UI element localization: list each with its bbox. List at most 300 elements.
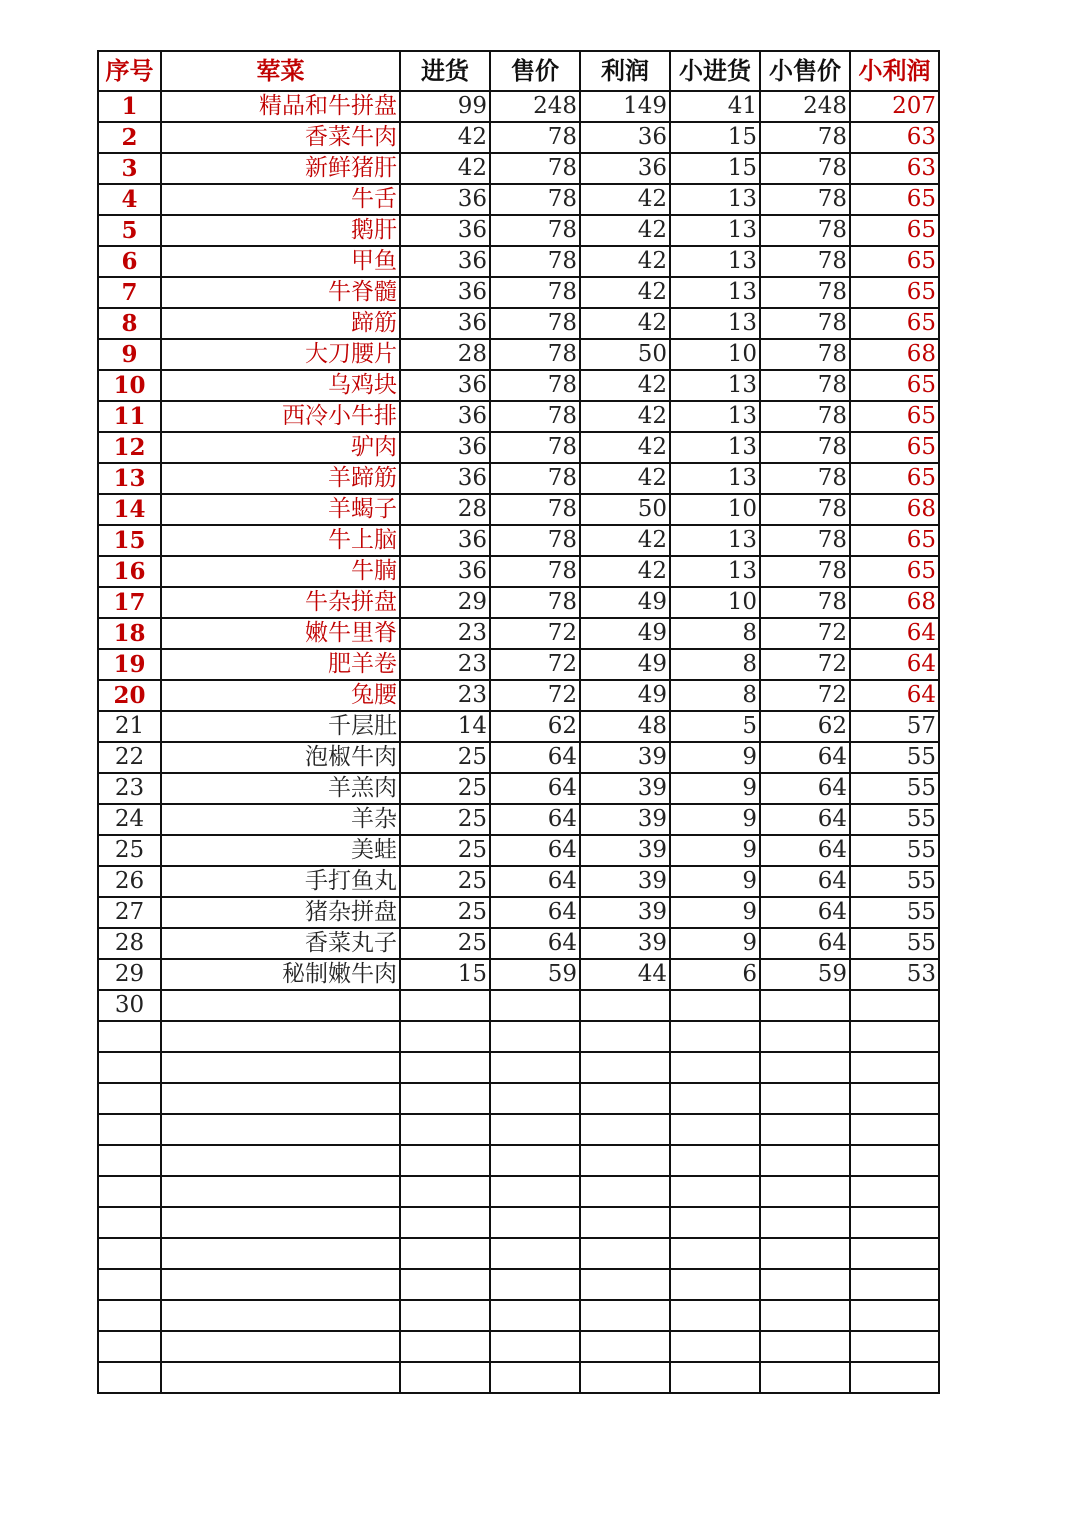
cell-small-profit: 68 [850, 587, 939, 618]
cell-serial-no: 2 [98, 122, 161, 153]
cell-small-profit: 65 [850, 525, 939, 556]
cell-serial-no: 16 [98, 556, 161, 587]
cell-dish-name: 牛舌 [161, 184, 400, 215]
cell-profit [580, 1021, 670, 1052]
cell-small-profit: 55 [850, 897, 939, 928]
cell-serial-no [98, 1145, 161, 1176]
cell-dish-name: 牛上脑 [161, 525, 400, 556]
table-row [98, 1021, 939, 1052]
cell-small-purchase [670, 1269, 760, 1300]
cell-price: 72 [490, 680, 580, 711]
cell-serial-no: 21 [98, 711, 161, 742]
cell-small-price: 78 [760, 494, 850, 525]
cell-small-price [760, 1052, 850, 1083]
cell-price [490, 1052, 580, 1083]
cell-profit: 42 [580, 463, 670, 494]
cell-serial-no: 8 [98, 308, 161, 339]
cell-serial-no: 18 [98, 618, 161, 649]
cell-small-price: 78 [760, 432, 850, 463]
cell-profit [580, 1145, 670, 1176]
cell-purchase: 25 [400, 928, 490, 959]
cell-profit: 42 [580, 432, 670, 463]
cell-dish-name: 西冷小牛排 [161, 401, 400, 432]
cell-price: 59 [490, 959, 580, 990]
cell-small-price: 62 [760, 711, 850, 742]
table-row [98, 897, 939, 928]
cell-profit: 149 [580, 91, 670, 122]
cell-dish-name [161, 1362, 400, 1393]
table-row [98, 1176, 939, 1207]
cell-small-price: 78 [760, 308, 850, 339]
cell-small-purchase: 10 [670, 339, 760, 370]
cell-price [490, 1021, 580, 1052]
cell-small-profit [850, 1145, 939, 1176]
cell-purchase: 28 [400, 339, 490, 370]
cell-dish-name: 秘制嫩牛肉 [161, 959, 400, 990]
cell-purchase: 23 [400, 618, 490, 649]
cell-price: 72 [490, 649, 580, 680]
table-row [98, 370, 939, 401]
cell-profit [580, 1331, 670, 1362]
cell-serial-no: 5 [98, 215, 161, 246]
cell-small-purchase: 9 [670, 742, 760, 773]
cell-price: 64 [490, 866, 580, 897]
cell-dish-name: 千层肚 [161, 711, 400, 742]
cell-dish-name: 蹄筋 [161, 308, 400, 339]
cell-small-profit: 65 [850, 401, 939, 432]
cell-price [490, 1083, 580, 1114]
cell-small-profit: 55 [850, 804, 939, 835]
cell-small-profit [850, 1238, 939, 1269]
cell-small-purchase: 9 [670, 835, 760, 866]
cell-profit: 42 [580, 401, 670, 432]
table-row [98, 308, 939, 339]
cell-small-purchase: 9 [670, 866, 760, 897]
header-profit: 利润 [580, 51, 670, 91]
cell-small-purchase: 15 [670, 122, 760, 153]
cell-serial-no: 28 [98, 928, 161, 959]
cell-price [490, 1207, 580, 1238]
cell-dish-name: 羊杂 [161, 804, 400, 835]
cell-price [490, 1176, 580, 1207]
cell-price: 64 [490, 928, 580, 959]
cell-small-price [760, 990, 850, 1021]
cell-price: 78 [490, 122, 580, 153]
table-row [98, 742, 939, 773]
table-row [98, 246, 939, 277]
cell-serial-no: 14 [98, 494, 161, 525]
cell-purchase: 36 [400, 215, 490, 246]
table-row [98, 525, 939, 556]
cell-small-price: 78 [760, 370, 850, 401]
cell-profit: 36 [580, 122, 670, 153]
cell-serial-no: 12 [98, 432, 161, 463]
cell-price: 62 [490, 711, 580, 742]
cell-small-profit: 55 [850, 742, 939, 773]
cell-small-purchase [670, 1052, 760, 1083]
cell-dish-name [161, 990, 400, 1021]
cell-small-price: 64 [760, 773, 850, 804]
cell-profit: 39 [580, 866, 670, 897]
cell-dish-name [161, 1114, 400, 1145]
cell-dish-name: 泡椒牛肉 [161, 742, 400, 773]
cell-purchase: 23 [400, 649, 490, 680]
menu-price-sheet [97, 50, 940, 1394]
cell-small-profit: 55 [850, 928, 939, 959]
header-serial-no: 序号 [98, 51, 161, 91]
cell-serial-no: 1 [98, 91, 161, 122]
cell-small-price [760, 1021, 850, 1052]
cell-purchase [400, 1021, 490, 1052]
cell-small-price: 248 [760, 91, 850, 122]
cell-serial-no [98, 1052, 161, 1083]
cell-price: 78 [490, 184, 580, 215]
table-row [98, 1238, 939, 1269]
cell-small-price: 78 [760, 463, 850, 494]
cell-serial-no [98, 1331, 161, 1362]
cell-price [490, 1145, 580, 1176]
cell-small-purchase: 9 [670, 928, 760, 959]
cell-purchase: 25 [400, 835, 490, 866]
cell-purchase: 36 [400, 370, 490, 401]
cell-serial-no: 24 [98, 804, 161, 835]
cell-purchase: 14 [400, 711, 490, 742]
cell-profit: 42 [580, 215, 670, 246]
cell-profit: 49 [580, 618, 670, 649]
cell-price: 78 [490, 432, 580, 463]
cell-serial-no: 19 [98, 649, 161, 680]
cell-small-profit: 55 [850, 835, 939, 866]
cell-dish-name: 手打鱼丸 [161, 866, 400, 897]
table-row [98, 1331, 939, 1362]
cell-purchase: 28 [400, 494, 490, 525]
cell-profit: 42 [580, 525, 670, 556]
cell-purchase: 25 [400, 804, 490, 835]
cell-profit: 42 [580, 308, 670, 339]
cell-small-purchase: 8 [670, 649, 760, 680]
cell-profit: 42 [580, 556, 670, 587]
table-row [98, 215, 939, 246]
cell-small-price: 78 [760, 277, 850, 308]
cell-serial-no: 6 [98, 246, 161, 277]
cell-small-price: 72 [760, 680, 850, 711]
cell-small-profit [850, 1083, 939, 1114]
table-row [98, 1362, 939, 1393]
cell-small-price: 78 [760, 246, 850, 277]
cell-small-purchase: 8 [670, 618, 760, 649]
cell-dish-name: 牛杂拼盘 [161, 587, 400, 618]
cell-serial-no: 9 [98, 339, 161, 370]
cell-dish-name: 精品和牛拼盘 [161, 91, 400, 122]
cell-price [490, 990, 580, 1021]
header-small-purchase: 小进货 [670, 51, 760, 91]
cell-dish-name: 驴肉 [161, 432, 400, 463]
table-row [98, 91, 939, 122]
cell-profit: 39 [580, 928, 670, 959]
cell-small-price: 64 [760, 835, 850, 866]
cell-purchase [400, 1238, 490, 1269]
table-row [98, 959, 939, 990]
cell-profit: 49 [580, 680, 670, 711]
cell-small-profit: 68 [850, 339, 939, 370]
cell-small-price [760, 1083, 850, 1114]
cell-price: 78 [490, 153, 580, 184]
cell-small-purchase [670, 1362, 760, 1393]
table-row [98, 1052, 939, 1083]
cell-small-profit: 64 [850, 680, 939, 711]
cell-profit: 42 [580, 277, 670, 308]
cell-small-purchase: 15 [670, 153, 760, 184]
cell-small-profit: 207 [850, 91, 939, 122]
cell-small-price [760, 1207, 850, 1238]
cell-small-purchase [670, 1176, 760, 1207]
cell-small-profit: 65 [850, 215, 939, 246]
cell-purchase [400, 1331, 490, 1362]
cell-price: 78 [490, 370, 580, 401]
cell-dish-name [161, 1145, 400, 1176]
cell-small-profit: 65 [850, 463, 939, 494]
cell-small-profit [850, 1176, 939, 1207]
cell-dish-name [161, 1238, 400, 1269]
cell-purchase: 36 [400, 246, 490, 277]
cell-profit: 50 [580, 339, 670, 370]
cell-dish-name: 猪杂拼盘 [161, 897, 400, 928]
cell-serial-no: 15 [98, 525, 161, 556]
cell-small-purchase [670, 1207, 760, 1238]
cell-price [490, 1300, 580, 1331]
cell-small-purchase: 13 [670, 246, 760, 277]
table-row [98, 680, 939, 711]
cell-purchase: 36 [400, 401, 490, 432]
cell-purchase: 25 [400, 773, 490, 804]
cell-small-profit: 65 [850, 370, 939, 401]
cell-small-profit: 53 [850, 959, 939, 990]
cell-purchase: 42 [400, 153, 490, 184]
cell-small-profit: 65 [850, 277, 939, 308]
cell-small-purchase: 13 [670, 184, 760, 215]
cell-price: 64 [490, 897, 580, 928]
cell-price [490, 1114, 580, 1145]
cell-profit: 39 [580, 804, 670, 835]
cell-purchase [400, 1052, 490, 1083]
cell-serial-no: 13 [98, 463, 161, 494]
cell-small-purchase: 13 [670, 215, 760, 246]
cell-price: 78 [490, 587, 580, 618]
cell-dish-name: 羊羔肉 [161, 773, 400, 804]
cell-dish-name [161, 1083, 400, 1114]
cell-price: 78 [490, 339, 580, 370]
cell-price: 78 [490, 277, 580, 308]
table-row [98, 773, 939, 804]
table-row [98, 804, 939, 835]
cell-purchase: 36 [400, 277, 490, 308]
cell-serial-no [98, 1114, 161, 1145]
cell-small-purchase [670, 1083, 760, 1114]
cell-small-price: 64 [760, 742, 850, 773]
header-small-price: 小售价 [760, 51, 850, 91]
cell-profit: 50 [580, 494, 670, 525]
cell-price: 78 [490, 525, 580, 556]
cell-small-price: 78 [760, 153, 850, 184]
table-row [98, 463, 939, 494]
cell-price: 64 [490, 742, 580, 773]
cell-profit [580, 1362, 670, 1393]
cell-dish-name: 肥羊卷 [161, 649, 400, 680]
cell-small-purchase [670, 1114, 760, 1145]
cell-price: 78 [490, 401, 580, 432]
cell-profit: 44 [580, 959, 670, 990]
cell-price: 72 [490, 618, 580, 649]
cell-purchase: 36 [400, 525, 490, 556]
cell-small-price [760, 1269, 850, 1300]
cell-small-profit: 65 [850, 184, 939, 215]
cell-small-purchase: 9 [670, 897, 760, 928]
cell-dish-name [161, 1300, 400, 1331]
cell-small-price [760, 1114, 850, 1145]
cell-small-profit [850, 1021, 939, 1052]
cell-dish-name: 羊蹄筋 [161, 463, 400, 494]
cell-serial-no: 4 [98, 184, 161, 215]
table-row [98, 1300, 939, 1331]
cell-profit: 36 [580, 153, 670, 184]
cell-purchase: 15 [400, 959, 490, 990]
cell-purchase [400, 1114, 490, 1145]
header-price: 售价 [490, 51, 580, 91]
cell-small-purchase [670, 1300, 760, 1331]
cell-small-price [760, 1145, 850, 1176]
table-row [98, 866, 939, 897]
cell-small-profit: 55 [850, 773, 939, 804]
table-row [98, 494, 939, 525]
table-row [98, 649, 939, 680]
cell-dish-name: 兔腰 [161, 680, 400, 711]
cell-profit [580, 1114, 670, 1145]
cell-small-profit: 65 [850, 308, 939, 339]
cell-profit: 39 [580, 742, 670, 773]
cell-small-price: 72 [760, 649, 850, 680]
cell-profit: 39 [580, 773, 670, 804]
cell-small-price: 78 [760, 401, 850, 432]
cell-purchase: 42 [400, 122, 490, 153]
cell-small-purchase: 13 [670, 432, 760, 463]
cell-profit: 49 [580, 649, 670, 680]
cell-small-price [760, 1331, 850, 1362]
cell-small-purchase [670, 1238, 760, 1269]
header-row [98, 51, 939, 91]
cell-profit [580, 1083, 670, 1114]
cell-serial-no: 17 [98, 587, 161, 618]
cell-small-purchase: 9 [670, 773, 760, 804]
cell-price [490, 1269, 580, 1300]
sheet-body [98, 91, 939, 1393]
cell-dish-name: 乌鸡块 [161, 370, 400, 401]
cell-dish-name [161, 1269, 400, 1300]
cell-dish-name: 羊蝎子 [161, 494, 400, 525]
cell-purchase [400, 1300, 490, 1331]
cell-serial-no: 25 [98, 835, 161, 866]
table-row [98, 835, 939, 866]
cell-small-purchase: 10 [670, 587, 760, 618]
cell-small-price: 64 [760, 897, 850, 928]
cell-small-price: 78 [760, 587, 850, 618]
cell-small-profit: 68 [850, 494, 939, 525]
table-row [98, 277, 939, 308]
cell-small-price [760, 1300, 850, 1331]
table-row [98, 990, 939, 1021]
cell-dish-name: 甲鱼 [161, 246, 400, 277]
cell-small-profit: 65 [850, 246, 939, 277]
cell-profit: 39 [580, 897, 670, 928]
cell-price: 64 [490, 835, 580, 866]
header-dish: 荤菜 [161, 51, 400, 91]
cell-small-purchase [670, 1145, 760, 1176]
cell-small-profit: 65 [850, 432, 939, 463]
cell-small-price: 72 [760, 618, 850, 649]
cell-small-profit: 65 [850, 556, 939, 587]
cell-serial-no [98, 1176, 161, 1207]
cell-small-profit: 63 [850, 122, 939, 153]
cell-small-profit [850, 1052, 939, 1083]
cell-purchase [400, 1207, 490, 1238]
cell-price: 78 [490, 215, 580, 246]
cell-purchase [400, 1083, 490, 1114]
cell-purchase: 36 [400, 184, 490, 215]
cell-small-purchase: 13 [670, 308, 760, 339]
cell-small-price [760, 1176, 850, 1207]
cell-small-price: 78 [760, 339, 850, 370]
cell-profit: 39 [580, 835, 670, 866]
cell-purchase: 23 [400, 680, 490, 711]
cell-purchase [400, 1176, 490, 1207]
cell-price: 64 [490, 773, 580, 804]
cell-profit [580, 1207, 670, 1238]
cell-dish-name [161, 1331, 400, 1362]
cell-dish-name: 嫩牛里脊 [161, 618, 400, 649]
cell-small-purchase: 9 [670, 804, 760, 835]
cell-purchase [400, 1145, 490, 1176]
table-row [98, 1145, 939, 1176]
cell-serial-no [98, 1083, 161, 1114]
cell-profit: 42 [580, 370, 670, 401]
cell-small-profit: 57 [850, 711, 939, 742]
cell-dish-name: 新鲜猪肝 [161, 153, 400, 184]
cell-price [490, 1362, 580, 1393]
cell-small-profit: 63 [850, 153, 939, 184]
cell-serial-no: 22 [98, 742, 161, 773]
cell-price: 78 [490, 246, 580, 277]
cell-purchase: 25 [400, 866, 490, 897]
cell-dish-name: 牛脊髓 [161, 277, 400, 308]
cell-serial-no: 3 [98, 153, 161, 184]
cell-serial-no: 11 [98, 401, 161, 432]
table-row [98, 1114, 939, 1145]
cell-small-price [760, 1238, 850, 1269]
cell-serial-no [98, 1362, 161, 1393]
cell-dish-name [161, 1052, 400, 1083]
cell-profit: 49 [580, 587, 670, 618]
cell-small-price: 78 [760, 525, 850, 556]
cell-serial-no [98, 1300, 161, 1331]
cell-profit [580, 1052, 670, 1083]
cell-small-purchase: 8 [670, 680, 760, 711]
table-row [98, 928, 939, 959]
cell-small-profit [850, 1114, 939, 1145]
cell-purchase: 36 [400, 463, 490, 494]
cell-dish-name: 大刀腰片 [161, 339, 400, 370]
cell-price: 78 [490, 556, 580, 587]
cell-small-purchase [670, 1331, 760, 1362]
cell-small-price: 78 [760, 184, 850, 215]
